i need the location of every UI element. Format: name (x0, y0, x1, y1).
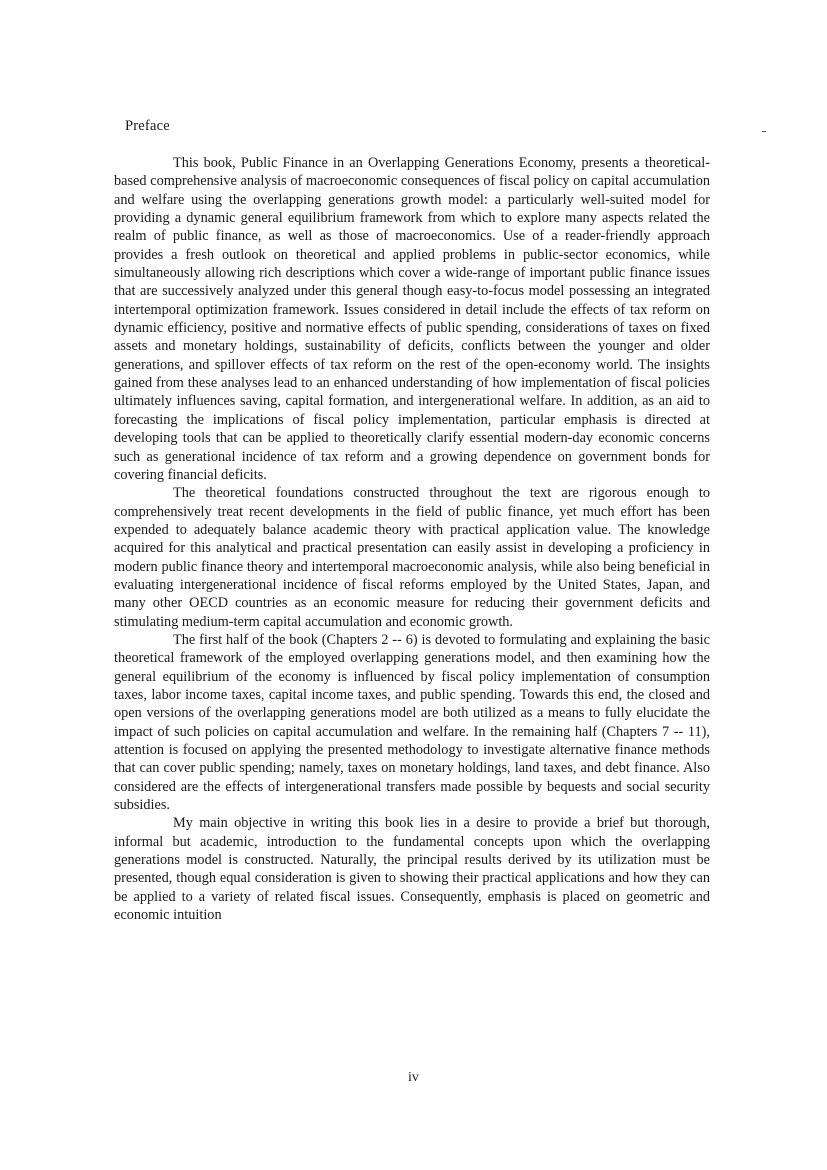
paragraph-3: The first half of the book (Chapters 2 -- 6) is devoted to formulating and explaining the basic theoretical framework of the employed overlapping generations model, and then examining how the general equilibrium of the economy is influenced by fiscal policy implementation of consumption taxes, labor income taxes, capital income taxes, and public spending. Towards this end, the closed and open versions of the overlapping generations model are both utilized as a means to fully elucidate the impact of such policies on capital accumulation and welfare. In the remaining half (Chapters 7 -- 11), attention is focused on applying the presented methodology to investigate alternative finance methods that can cover public spending; namely, taxes on monetary holdings, land taxes, and debt finance. Also considered are the effects of intergenerational transfers made possible by bequests and social security subsidies. (114, 631, 710, 814)
paragraph-2: The theoretical foundations constructed throughout the text are rigorous enough to comprehensively treat recent developments in the field of public finance, yet much effort has been expended to adequately balance academic theory with practical application value. The knowledge acquired for this analytical and practical presentation can easily assist in developing a proficiency in modern public finance theory and intertemporal macroeconomic analysis, while also being beneficial in evaluating intergenerational incidence of fiscal reforms employed by the United States, Japan, and many other OECD countries as an economic measure for reducing their government deficits and stimulating medium-term capital accumulation and economic growth. (114, 485, 710, 630)
section-heading: Preface (125, 118, 170, 134)
page-number: iv (408, 1070, 419, 1085)
margin-mark (762, 131, 766, 132)
body-text (114, 154, 710, 924)
paragraph-1: This book, Public Finance in an Overlapping Generations Economy, presents a theoretical-based comprehensive analysis of macroeconomic consequences of fiscal policy on capital accumulation and welfare using the overlapping generations growth model: a particularly well-suited model for providing a dynamic general equilibrium framework from which to explore many aspects related the realm of public finance, as well as those of macroeconomics. Use of a reader-friendly approach provides a fresh outlook on theoretical and applied problems in public-sector economics, while simultaneously allowing rich descriptions which cover a wide-range of important public finance issues that are successively analyzed under this general though easy-to-focus model possessing an integrated intertemporal optimization framework. Issues considered in detail include the effects of tax reform on dynamic efficiency, positive and normative effects of public spending, considerations of taxes on fixed assets and monetary holdings, sustainability of deficits, conflicts between the younger and older generations, and spillover effects of tax reform on the rest of the open-economy world. The insights gained from these analyses lead to an enhanced understanding of how implementation of fiscal policies ultimately influences saving, capital formation, and intergenerational welfare. In addition, as an aid to forecasting the implications of fiscal policy implementation, particular emphasis is directed at developing tools that can be applied to theoretically clarify essential modern-day economic concerns such as generational incidence of tax reform and a growing dependence on government bonds for covering financial deficits. (114, 155, 710, 483)
paragraph-4: My main objective in writing this book lies in a desire to provide a brief but thorough, informal but academic, introduction to the fundamental concepts upon which the overlapping generations model is constructed. Naturally, the principal results derived by its utilization must be presented, though equal consideration is given to showing their practical applications and how they can be applied to a variety of related fiscal issues. Consequently, emphasis is placed on geometric and economic intuition (114, 815, 710, 924)
